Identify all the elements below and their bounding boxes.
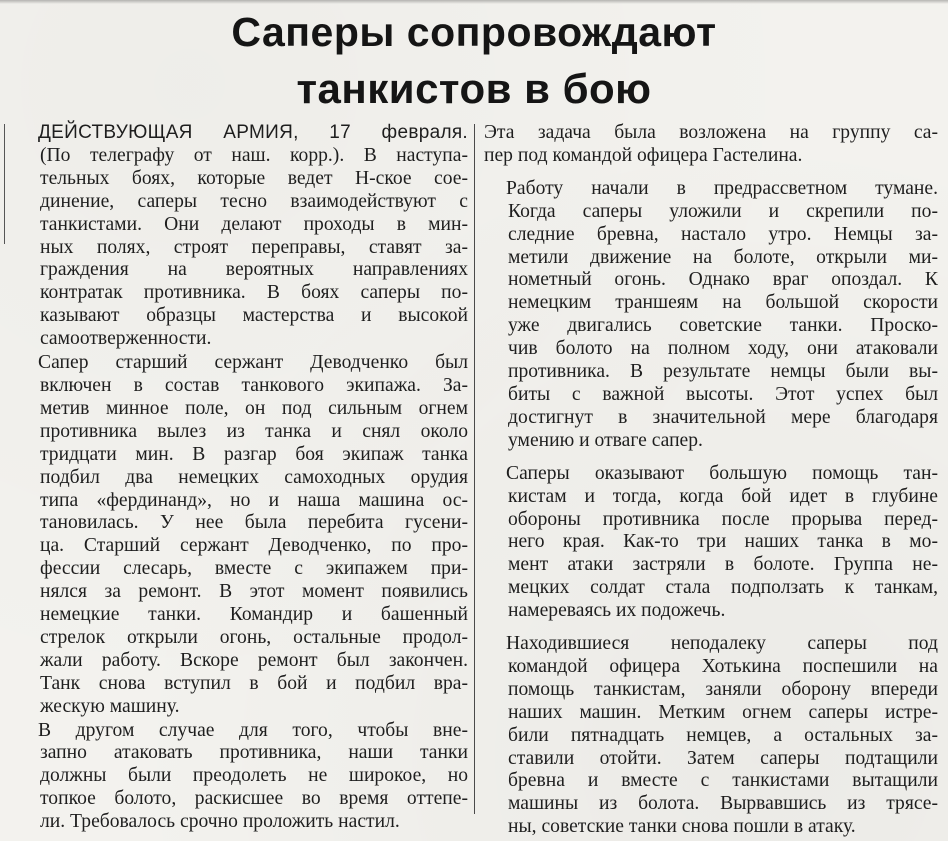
article-dateline: ДЕЙСТВУЮЩАЯ АРМИЯ, 17 февраля. — [38, 122, 468, 143]
article-line: типа «фердинанд», но и наша машина ос- — [40, 489, 468, 511]
article-line: контратак противника. В боях саперы по- — [40, 282, 468, 304]
article-line: умению и отваге сапер. — [508, 429, 703, 451]
article-line: Эта задача была возложена на группу са- — [484, 122, 938, 143]
article-line: мецких солдат стала подползать к танкам, — [508, 577, 938, 599]
article-line: обороны противника после прорыва перед- — [508, 508, 938, 530]
article-line: командой офицера Хотькина поспешили на — [508, 655, 938, 677]
article-line: ли. Требовалось срочно проложить настил. — [40, 811, 400, 833]
article-line: казывают образцы мастерства и высокой — [40, 305, 468, 327]
article-line: помощь танкистам, заняли оборону впереди — [508, 678, 938, 700]
article-paragraph — [484, 122, 938, 168]
article-line: самоотверженности. — [40, 328, 212, 350]
article-line: включен в состав танкового экипажа. За- — [40, 374, 468, 396]
headline-line-2: танкистов в бою — [296, 65, 652, 112]
article-line: Когда саперы уложили и скрепили по- — [508, 200, 938, 222]
article-line: нометный огонь. Однако враг опоздал. К — [508, 269, 938, 291]
article-line: уже двигались советские танки. Проско- — [508, 315, 938, 337]
article-line: мент атаки застряли в болоте. Группа не- — [508, 554, 938, 576]
article-line: противника вылез из танка и снял около — [40, 420, 468, 442]
article-line: ны, советские танки снова пошли в атаку. — [508, 816, 856, 838]
article-line: тельных боях, которые ведет Н-ское сое- — [40, 167, 468, 189]
article-line: (По телеграфу от наш. корр.). В наступа- — [40, 144, 468, 166]
article-line: ставили отойти. Затем саперы подтащили — [508, 747, 938, 769]
article-paragraph — [16, 122, 468, 351]
article-line: подбил два немецких самоходных орудия — [40, 466, 468, 488]
article-line: немецкие танки. Командир и башенный — [40, 604, 468, 626]
article-line: наших машин. Метким огнем саперы истре- — [508, 701, 938, 723]
article-paragraph — [16, 352, 468, 719]
article-line: нялся за ремонт. В этот момент появились — [40, 581, 468, 603]
article-paragraph — [16, 720, 468, 835]
article-column-left — [16, 122, 468, 834]
article-line: метили движение на болоте, открыли ми- — [508, 246, 938, 268]
article-line: бревна и вместе с танкистами вытащили — [508, 770, 938, 792]
article-line: кистам и тогда, когда бой идет в глубине — [508, 485, 938, 507]
column-divider — [474, 124, 475, 814]
article-paragraph — [484, 463, 938, 623]
article-paragraph — [484, 633, 938, 839]
article-line: намереваясь их подожечь. — [508, 600, 726, 622]
article-line: Танк снова вступил в бой и подбил вра- — [40, 672, 468, 694]
article-line: ца. Старший сержант Деводченко, по про- — [40, 535, 468, 557]
article-line: него края. Как-то три наших танка в мо- — [508, 531, 938, 553]
article-line: фессии слесарь, вместе с экипажем при- — [40, 558, 468, 580]
article-line: ных полях, строят переправы, ставят за- — [40, 236, 468, 258]
article-line: следние бревна, настало утро. Немцы за- — [508, 223, 938, 245]
article-line: танкистами. Они делают проходы в мин- — [40, 213, 468, 235]
article-line: Работу начали в предрассветном тумане. — [506, 177, 938, 199]
article-line: стрелок открыли огонь, остальные продол- — [40, 626, 468, 648]
article-paragraph — [484, 178, 938, 453]
article-line: тридцати мин. В разгар боя экипаж танка — [40, 443, 468, 465]
article-line: машины из болота. Вырвавшись из трясе- — [508, 793, 938, 815]
article-line: метив минное поле, он под сильным огнем — [40, 397, 468, 419]
article-line: должны были преодолеть не широкое, но — [40, 765, 468, 787]
article-line: топкое болото, раскисшее во время оттепе- — [40, 788, 468, 810]
article-line: Сапер старший сержант Деводченко был — [38, 352, 468, 374]
article-line: Саперы оказывают большую помощь тан- — [506, 462, 938, 484]
article-line: жескую машину. — [40, 695, 180, 717]
top-border — [0, 0, 948, 4]
article-line: динение, саперы тесно взаимодействуют с — [40, 190, 468, 212]
article-line: достигнут в значительной мере благодаря — [508, 406, 938, 428]
article-line: били пятнадцать немцев, а остальных за- — [508, 724, 938, 746]
article-line: чив болото на полном ходу, они атаковали — [508, 338, 938, 360]
article-line: противника. В результате немцы были вы- — [508, 361, 938, 383]
left-edge-rule — [4, 124, 5, 244]
headline-line-1: Саперы сопровождают — [231, 9, 717, 55]
article-line: немецким траншеям на большой скорости — [508, 292, 938, 314]
article-line: пер под командой офицера Гастелина. — [484, 144, 803, 166]
article-line: запно атаковать противника, наши танки — [40, 742, 468, 764]
article-line: граждения на вероятных направлениях — [40, 259, 468, 281]
article-line: тановилась. У нее была перебита гусени- — [40, 512, 468, 534]
article-line: В другом случае для того, чтобы вне- — [38, 719, 468, 741]
article-column-right — [484, 122, 938, 839]
article-line: жали работу. Вскоре ремонт был закончен. — [40, 649, 468, 671]
article-line: биты с важной высоты. Этот успех был — [508, 383, 938, 405]
article-line: Находившиеся неподалеку саперы под — [506, 633, 938, 655]
